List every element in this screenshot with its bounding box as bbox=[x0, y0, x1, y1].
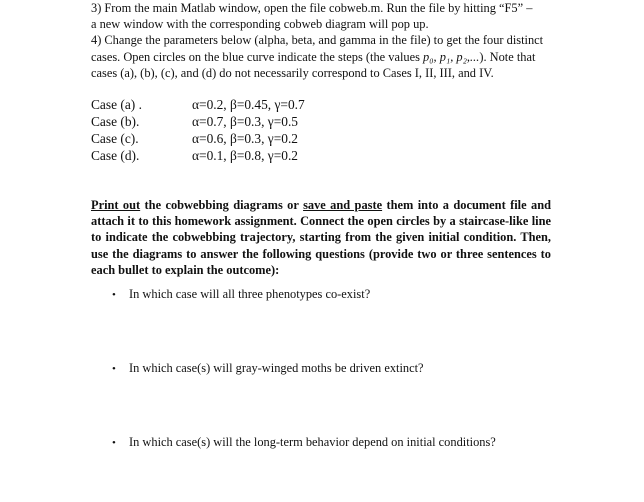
task-text-part1: the cobwebbing diagrams or bbox=[140, 198, 304, 212]
case-label: Case (a) . bbox=[91, 97, 142, 112]
question-text: In which case will all three phenotypes co-exist? bbox=[129, 287, 371, 301]
step3-line1: 3) From the main Matlab window, open the file cobweb.m. Run the file by hitting “F5” – bbox=[91, 1, 533, 15]
case-label: Case (d). bbox=[91, 148, 140, 163]
case-params: α=0.2, β=0.45, γ=0.7 bbox=[192, 97, 305, 112]
task-text-part2: them into a document file and attach it to this homework assignment. Connect the open circles by a staircase-like line to indicate the cobwebbing trajectory, starting from the given initial condition. Then, use the diagrams to answer the following questions (provide two or three sentences to each bullet to explain the outcome): bbox=[91, 198, 551, 277]
case-params: α=0.1, β=0.8, γ=0.2 bbox=[192, 148, 299, 163]
question-text: In which case(s) will the long-term behavior depend on initial conditions? bbox=[129, 435, 496, 449]
case-params: α=0.7, β=0.3, γ=0.5 bbox=[192, 114, 299, 129]
question-item bbox=[112, 360, 424, 377]
case-row bbox=[91, 96, 305, 113]
cases-list bbox=[91, 96, 305, 164]
step4-line2-start: cases. Open circles on the blue curve indicate the steps (the values bbox=[91, 49, 424, 64]
intro-paragraph bbox=[91, 0, 553, 81]
step4-line1: 4) Change the parameters below (alpha, beta, and gamma in the file) to get the four distinct bbox=[91, 33, 544, 48]
save-paste-text: save and paste bbox=[303, 198, 383, 212]
step4-line3: cases (a), (b), (c), and (d) do not necessarily correspond to Cases I, II, III, and IV. bbox=[91, 65, 494, 80]
step4-line2-end: ). Note that bbox=[479, 49, 536, 64]
case-row bbox=[91, 130, 305, 147]
step3-line2: a new window with the corresponding cobweb diagram will pop up. bbox=[91, 17, 429, 32]
case-row bbox=[91, 147, 305, 164]
case-label: Case (c). bbox=[91, 131, 139, 146]
question-text: In which case(s) will gray-winged moths be driven extinct? bbox=[129, 361, 424, 375]
print-out-text: Print out bbox=[91, 198, 141, 212]
question-item bbox=[112, 434, 496, 451]
task-instructions bbox=[91, 197, 551, 278]
case-params: α=0.6, β=0.3, γ=0.2 bbox=[192, 131, 299, 146]
case-label: Case (b). bbox=[91, 114, 140, 129]
step4-values: p₀, p₁, p₂,... bbox=[423, 49, 480, 64]
bullet-icon: • bbox=[112, 437, 116, 449]
bullet-icon: • bbox=[112, 289, 116, 301]
question-item bbox=[112, 286, 370, 303]
step4-line2 bbox=[91, 49, 553, 65]
bullet-icon: • bbox=[112, 363, 116, 375]
case-row bbox=[91, 113, 305, 130]
